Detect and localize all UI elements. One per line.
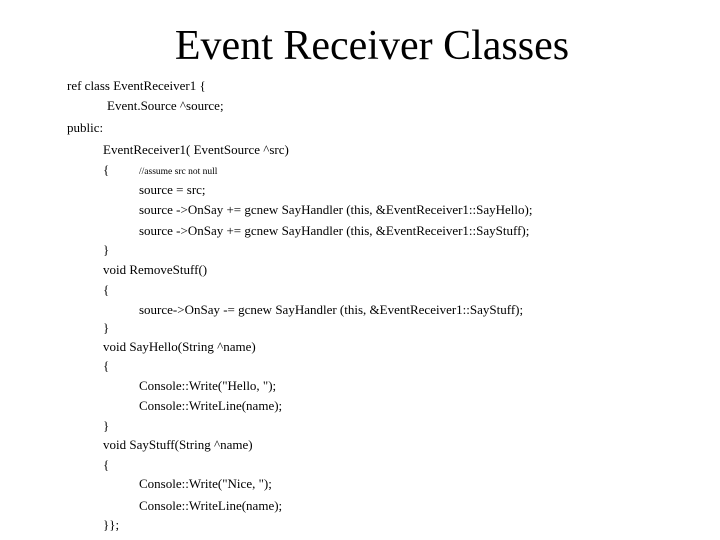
code-line: void SayStuff(String ^name) xyxy=(103,437,253,452)
code-line: } xyxy=(103,242,110,257)
code-line: Console::Write("Hello, "); xyxy=(139,378,277,393)
code-line: ref class EventReceiver1 { xyxy=(67,78,206,93)
code-line: { xyxy=(103,162,110,177)
code-line: void SayHello(String ^name) xyxy=(103,339,256,354)
code-line: Console::WriteLine(name); xyxy=(139,498,283,513)
slide-title: Event Receiver Classes xyxy=(174,23,570,69)
code-line: { xyxy=(103,457,110,472)
code-line: source ->OnSay += gcnew SayHandler (this, &EventReceiver1::SayStuff); xyxy=(139,223,530,238)
code-line: Event.Source ^source; xyxy=(107,98,224,113)
code-comment: //assume src not null xyxy=(139,167,218,177)
code-line: source ->OnSay += gcnew SayHandler (this, &EventReceiver1::SayHello); xyxy=(139,202,533,217)
code-line: void RemoveStuff() xyxy=(103,262,208,277)
code-line: EventReceiver1( EventSource ^src) xyxy=(103,142,289,157)
code-line: Console::WriteLine(name); xyxy=(139,398,283,413)
code-line: { xyxy=(103,282,110,297)
code-line: } xyxy=(103,320,110,335)
code-line: }}; xyxy=(103,517,120,532)
code-line: source = src; xyxy=(139,182,206,197)
code-line: } xyxy=(103,418,110,433)
code-line: { xyxy=(103,358,110,373)
code-line: source->OnSay -= gcnew SayHandler (this, &EventReceiver1::SayStuff); xyxy=(139,302,524,317)
code-line: Console::Write("Nice, "); xyxy=(139,476,272,491)
code-line: public: xyxy=(67,120,104,135)
